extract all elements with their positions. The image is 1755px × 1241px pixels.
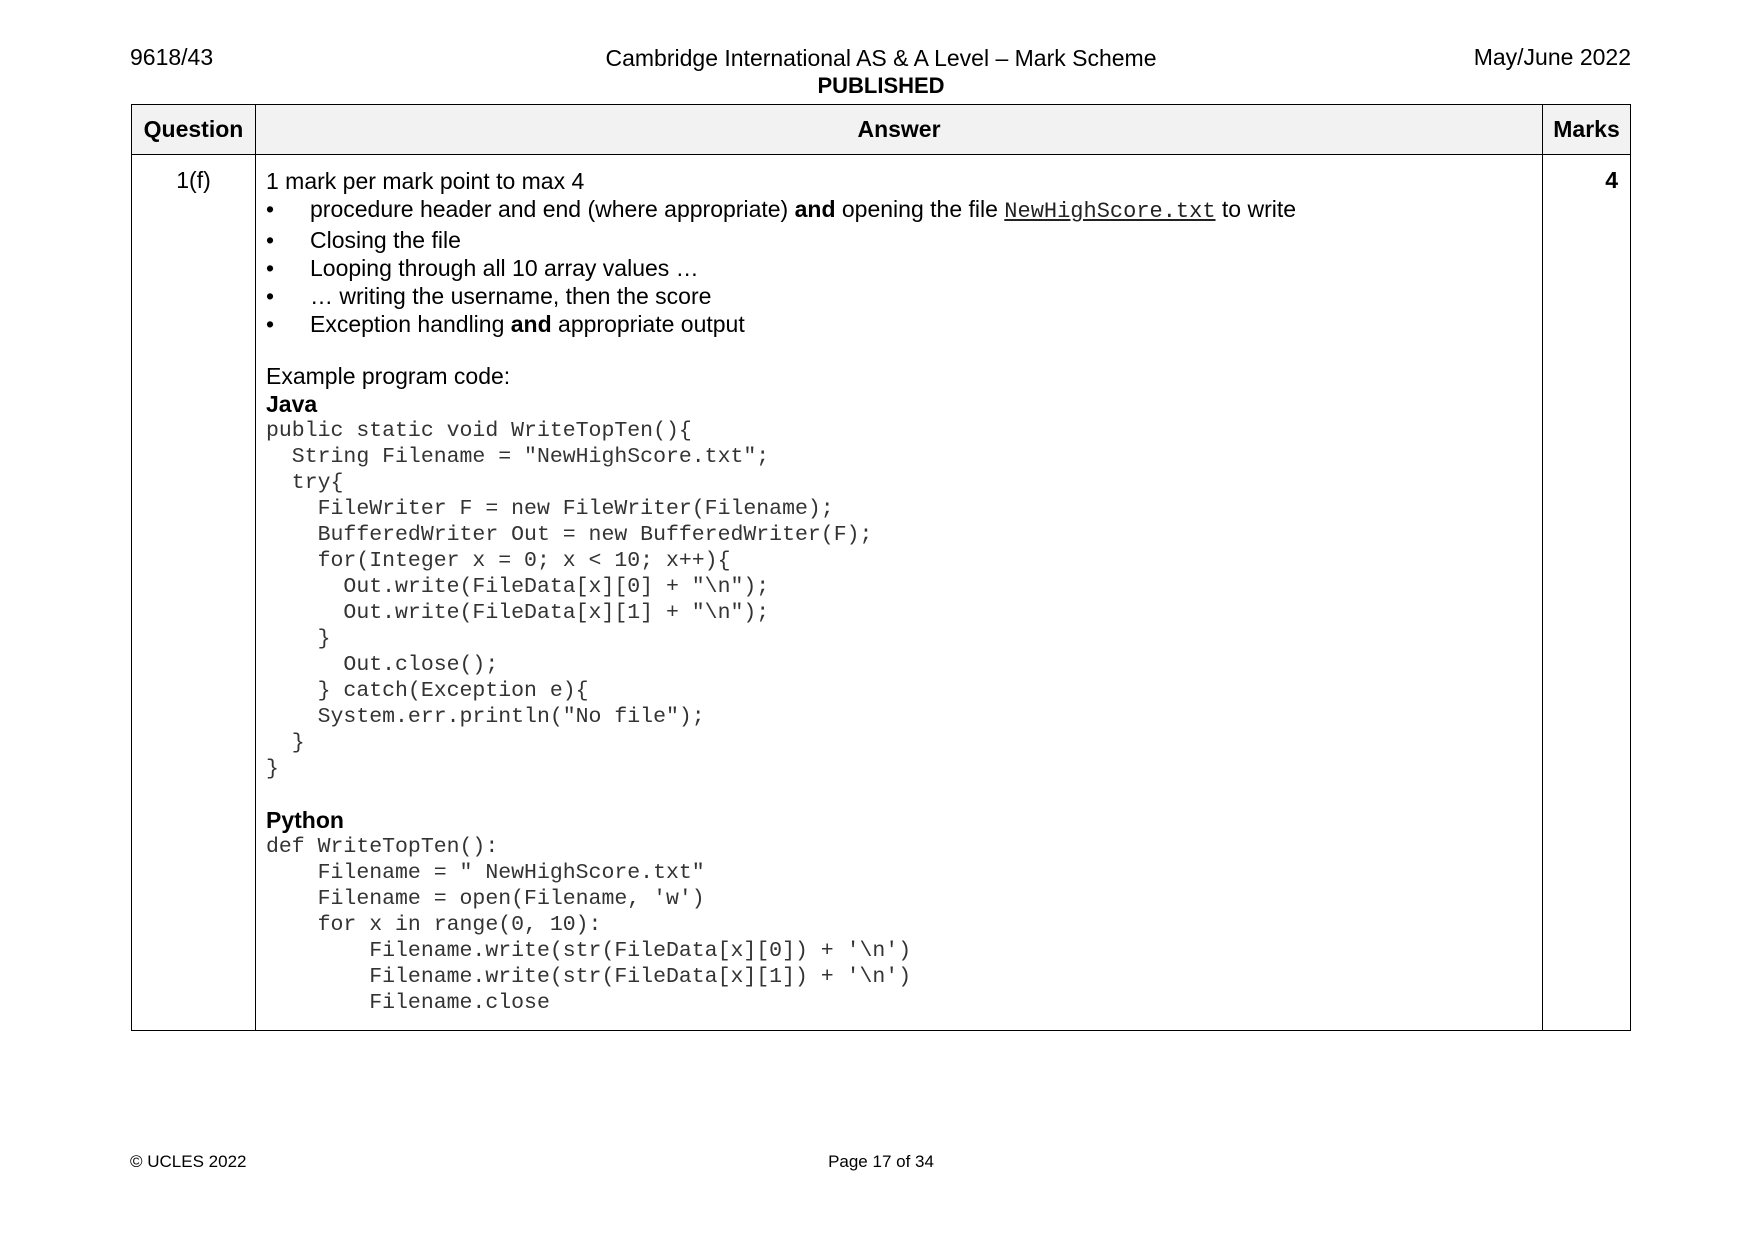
paper-code: 9618/43 (130, 44, 214, 70)
code-line: for x in range(0, 10): (266, 913, 602, 937)
code-line: Out.write(FileData[x][1] + "\n"); (266, 601, 770, 625)
exam-session: May/June 2022 (1473, 44, 1631, 70)
mark-point-post: opening the file (835, 196, 1005, 222)
bullet-icon: • (266, 283, 275, 309)
code-line: Filename.write(str(FileData[x][1]) + '\n') (266, 965, 912, 989)
document-title: Cambridge International AS & A Level – Mark Scheme (605, 45, 1157, 71)
marks-value: 4 (1543, 155, 1631, 1031)
table-row (132, 155, 1631, 1031)
code-line: public static void WriteTopTen(){ (266, 419, 692, 443)
answer-column-header: Answer (256, 105, 1543, 155)
mark-point-pre: Looping through all 10 array values … (310, 255, 699, 281)
code-line: for(Integer x = 0; x < 10; x++){ (266, 549, 731, 573)
java-code-block (266, 418, 1532, 782)
code-line: } (266, 731, 305, 755)
published-label: PUBLISHED (817, 73, 945, 98)
code-line: } (266, 757, 279, 781)
list-item (266, 195, 1532, 226)
code-line: } (266, 627, 331, 651)
code-line: System.err.println("No file"); (266, 705, 705, 729)
code-line: } catch(Exception e){ (266, 679, 589, 703)
bullet-icon: • (266, 227, 275, 253)
code-line: Filename = open(Filename, 'w') (266, 887, 705, 911)
mark-point-tail: to write (1215, 196, 1297, 222)
marks-column-header: Marks (1543, 105, 1631, 155)
code-line: Out.close(); (266, 653, 499, 677)
mark-allocation-intro: 1 mark per mark point to max 4 (266, 168, 585, 194)
code-line: Filename = " NewHighScore.txt" (266, 861, 705, 885)
bullet-icon: • (266, 311, 275, 337)
list-item (266, 226, 1532, 254)
list-item (266, 282, 1532, 310)
mark-point-post: appropriate output (551, 311, 745, 337)
bullet-icon: • (266, 255, 275, 281)
bullet-icon: • (266, 196, 275, 222)
mark-points-list (266, 195, 1532, 338)
mark-point-code: NewHighScore.txt (1004, 199, 1216, 224)
mark-point-pre: Exception handling (310, 311, 511, 337)
mark-point-pre: Closing the file (310, 227, 461, 253)
code-line: Out.write(FileData[x][0] + "\n"); (266, 575, 770, 599)
list-item (266, 254, 1532, 282)
code-line: String Filename = "NewHighScore.txt"; (266, 445, 770, 469)
table-header-row (132, 105, 1631, 155)
question-number: 1(f) (132, 155, 256, 1031)
copyright-notice: © UCLES 2022 (130, 1152, 247, 1171)
example-code-label: Example program code: (266, 363, 511, 389)
code-line: try{ (266, 471, 344, 495)
python-label: Python (266, 807, 344, 833)
code-line: FileWriter F = new FileWriter(Filename); (266, 497, 834, 521)
code-line: Filename.close (266, 991, 550, 1015)
answer-cell (256, 155, 1543, 1031)
mark-point-bold: and (510, 311, 552, 337)
code-line: Filename.write(str(FileData[x][0]) + '\n') (266, 939, 912, 963)
code-line: BufferedWriter Out = new BufferedWriter(F); (266, 523, 873, 547)
mark-point-bold: and (794, 196, 836, 222)
mark-point-pre: … writing the username, then the score (310, 283, 712, 309)
question-column-header: Question (132, 105, 256, 155)
java-label: Java (266, 391, 318, 417)
mark-scheme-table (131, 104, 1631, 1031)
page-number: Page 17 of 34 (828, 1152, 934, 1171)
list-item (266, 310, 1532, 338)
python-code-block (266, 834, 1532, 1016)
mark-point-pre: procedure header and end (where appropriate) (310, 196, 795, 222)
code-line: def WriteTopTen(): (266, 835, 499, 859)
